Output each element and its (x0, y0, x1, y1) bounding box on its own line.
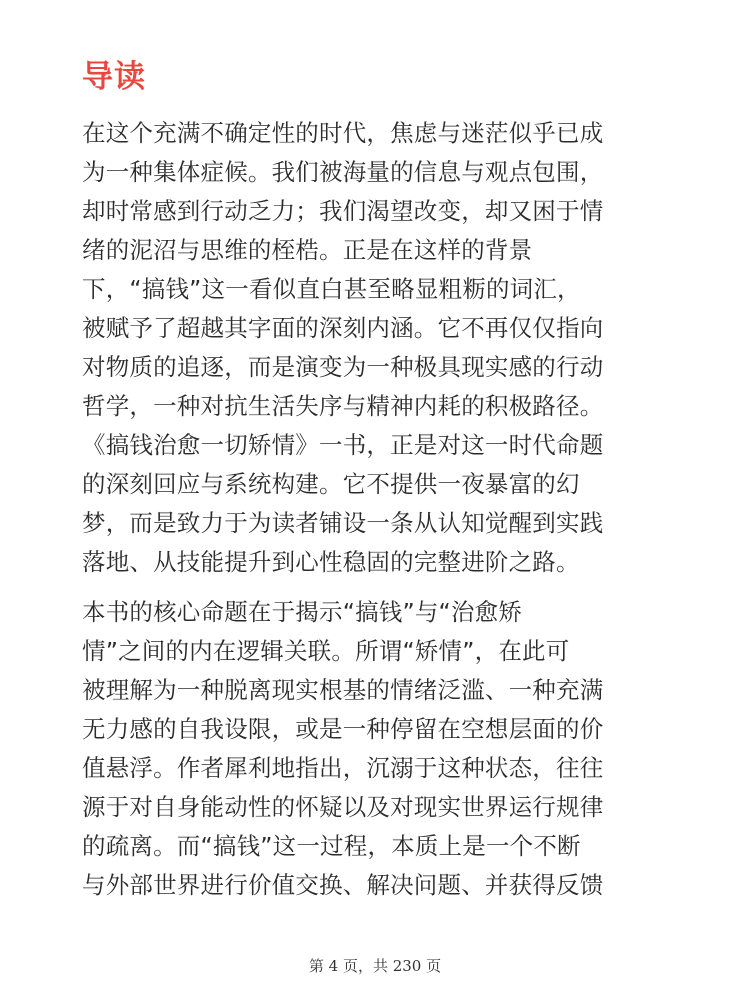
text-line: 值悬浮。作者犀利地指出，沉溺于这种状态，往往 (82, 754, 604, 782)
text-line: 落地、从技能提升到心性稳固的完整进阶之路。 (82, 548, 580, 576)
text-line: 源于对自身能动性的怀疑以及对现实世界运行规律 (82, 793, 604, 821)
text-line: 对物质的追逐，而是演变为一种极具现实感的行动 (82, 353, 604, 381)
text-line: 情”之间的内在逻辑关联。所谓“矫情”，在此可 (82, 637, 570, 665)
text-line: 梦，而是致力于为读者铺设一条从认知觉醒到实践 (82, 509, 604, 537)
text-line: 本书的核心命题在于揭示“搞钱”与“治愈矫 (82, 598, 523, 626)
text-line: 的疏离。而“搞钱”这一过程，本质上是一个不断 (82, 832, 581, 860)
text-line: 被赋予了超越其字面的深刻内涵。它不再仅仅指向 (82, 314, 604, 342)
text-line: 在这个充满不确定性的时代，焦虑与迷茫似乎已成 (82, 119, 604, 147)
text-line: 绪的泥沼与思维的桎梏。正是在这样的背景 (82, 236, 533, 264)
page-number-footer: 第 4 页，共 230 页 (308, 957, 442, 975)
text-line: 被理解为一种脱离现实根基的情绪泛滥、一种充满 (82, 676, 604, 704)
text-line: 《搞钱治愈一切矫情》一书，正是对这一时代命题 (82, 431, 604, 459)
paragraph (82, 114, 678, 582)
section-title: 导读 (82, 59, 146, 95)
text-line: 无力感的自我设限，或是一种停留在空想层面的价 (82, 715, 604, 743)
text-line: 的深刻回应与系统构建。它不提供一夜暴富的幻 (82, 470, 580, 498)
paragraph (82, 593, 678, 905)
text-line: 为一种集体症候。我们被海量的信息与观点包围， (82, 158, 604, 186)
body-text (82, 114, 678, 905)
text-line: 下，“搞钱”这一看似直白甚至略显粗粝的词汇， (82, 275, 581, 303)
text-line: 却时常感到行动乏力；我们渴望改变，却又困于情 (82, 197, 604, 225)
text-line: 与外部世界进行价值交换、解决问题、并获得反馈 (82, 871, 604, 899)
text-line: 哲学，一种对抗生活失序与精神内耗的积极路径。 (82, 392, 604, 420)
